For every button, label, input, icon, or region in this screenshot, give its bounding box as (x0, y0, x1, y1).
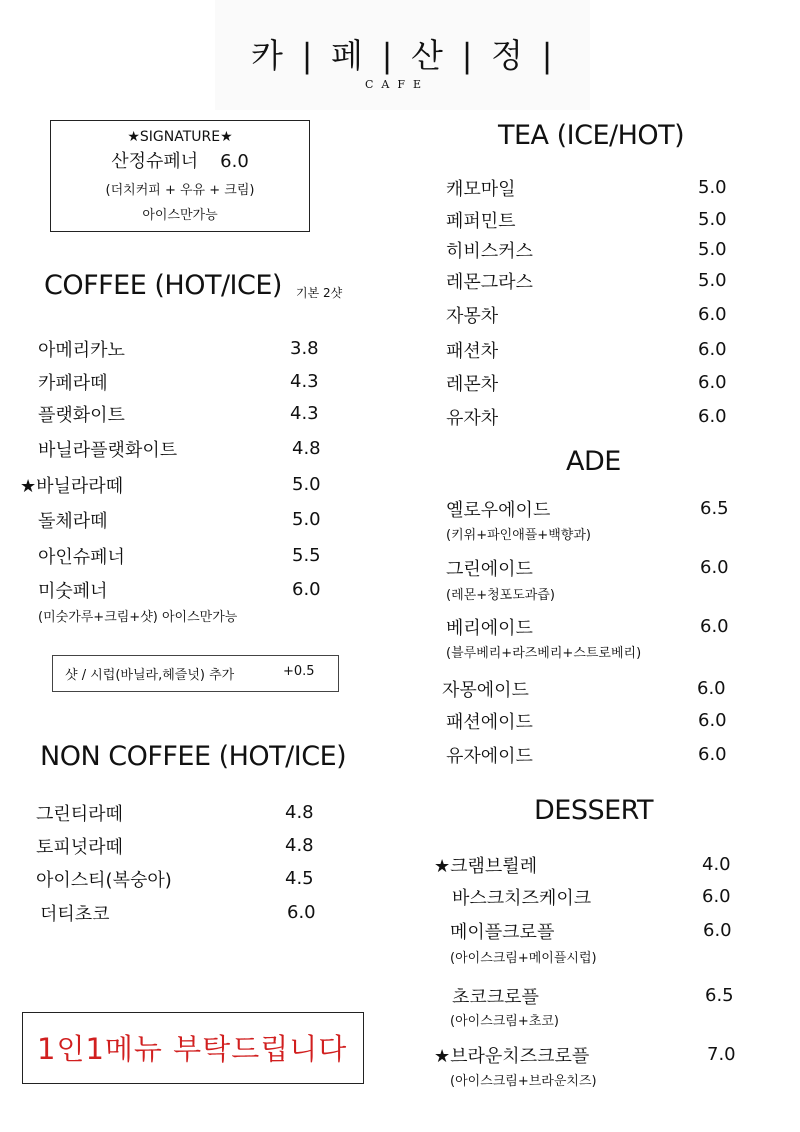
menu-item-price: 6.0 (287, 902, 316, 923)
signature-price: 6.0 (220, 151, 249, 172)
extra-option-box (52, 655, 339, 692)
menu-item-price: 5.0 (292, 474, 321, 495)
menu-item-price: 5.0 (698, 270, 727, 291)
menu-item-name: 옐로우에이드 (446, 500, 551, 521)
signature-desc: (더치커피 + 우유 + 크림) (105, 183, 255, 198)
menu-item-name: ★브라운치즈크로플 (434, 1046, 590, 1067)
menu-item-price: 6.0 (698, 744, 727, 765)
menu-item-name: 패션차 (446, 341, 499, 362)
menu-item-name: 바닐라플랫화이트 (38, 440, 178, 461)
menu-item-price: 6.0 (698, 339, 727, 360)
menu-item-name: 더티초코 (40, 904, 110, 925)
menu-item-name: 아메리카노 (38, 340, 125, 361)
menu-item-price: 6.0 (700, 616, 729, 637)
menu-item-desc: (미숫가루+크림+샷) 아이스만가능 (38, 610, 238, 625)
menu-item-name: 토피넛라떼 (36, 837, 123, 858)
menu-item-price: 6.0 (697, 678, 726, 699)
menu-item-price: 6.0 (700, 557, 729, 578)
menu-item-name: 메이플크로플 (450, 922, 555, 943)
logo-char: 정 (491, 36, 525, 75)
menu-item-price: 6.0 (703, 920, 732, 941)
menu-item-price: 6.0 (292, 579, 321, 600)
logo-divider: | (461, 36, 475, 75)
extra-option-price: +0.5 (283, 664, 315, 679)
menu-item-name: 페퍼민트 (446, 211, 516, 232)
menu-item-price: 5.0 (292, 509, 321, 530)
menu-item-desc: (블루베리+라즈베리+스트로베리) (446, 646, 642, 661)
ade-section-title: ADE (566, 446, 621, 477)
menu-item-name: 아이스티(복숭아) (36, 870, 172, 891)
logo-wordmark (245, 30, 565, 77)
menu-item-name: 아인슈페너 (38, 547, 125, 568)
one-menu-notice: 1인1메뉴 부탁드립니다 (37, 1032, 348, 1066)
menu-item-price: 3.8 (290, 338, 319, 359)
logo-divider: | (541, 36, 555, 75)
menu-item-name: 플랫화이트 (38, 405, 125, 426)
coffee-section-title: COFFEE (HOT/ICE) (44, 270, 282, 301)
dessert-section-title: DESSERT (534, 795, 653, 826)
signature-badge: ★SIGNATURE★ (127, 129, 233, 145)
menu-item-name: 자몽차 (446, 306, 499, 327)
tea-section-title: TEA (ICE/HOT) (498, 120, 685, 151)
menu-item-price: 6.5 (700, 498, 729, 519)
menu-item-name: 그린티라떼 (36, 804, 123, 825)
menu-item-price: 4.8 (292, 438, 321, 459)
cafe-logo (215, 0, 590, 110)
menu-item-name: ★바닐라라떼 (20, 476, 124, 497)
menu-item-name: 그린에이드 (446, 559, 533, 580)
menu-item-price: 4.5 (285, 868, 314, 889)
menu-item-price: 5.0 (698, 177, 727, 198)
menu-item-price: 4.8 (285, 835, 314, 856)
menu-item-price: 5.0 (698, 239, 727, 260)
menu-item-price: 6.0 (698, 406, 727, 427)
menu-item-price: 6.0 (702, 886, 731, 907)
menu-item-price: 5.0 (698, 209, 727, 230)
signature-note: 아이스만가능 (142, 208, 218, 223)
menu-item-name: 레몬그라스 (446, 272, 533, 293)
logo-char: 카 (251, 36, 285, 75)
signature-item (51, 147, 309, 173)
menu-item-name: 유자차 (446, 408, 499, 429)
logo-divider: | (301, 36, 315, 75)
logo-divider: | (381, 36, 395, 75)
notice-box (22, 1012, 364, 1084)
menu-item-name: 돌체라떼 (38, 511, 108, 532)
menu-item-price: 6.0 (698, 372, 727, 393)
logo-subtitle: CAFE (365, 78, 430, 91)
menu-item-name: 유자에이드 (446, 746, 533, 767)
noncoffee-section-title: NON COFFEE (HOT/ICE) (40, 741, 347, 772)
menu-item-price: 4.8 (285, 802, 314, 823)
menu-item-price: 4.3 (290, 403, 319, 424)
logo-char: 페 (331, 36, 365, 75)
menu-item-price: 6.0 (698, 710, 727, 731)
menu-item-name: 미숫페너 (38, 581, 108, 602)
menu-item-name: 패션에이드 (446, 712, 533, 733)
signature-name: 산정슈페너 (111, 151, 199, 172)
menu-item-price: 4.3 (290, 371, 319, 392)
menu-item-price: 7.0 (707, 1044, 736, 1065)
menu-item-desc: (아이스크림+초코) (450, 1014, 559, 1029)
menu-item-name: ★크램브륄레 (434, 856, 538, 877)
menu-item-name: 히비스커스 (446, 241, 533, 262)
menu-item-name: 베리에이드 (446, 618, 533, 639)
logo-char: 산 (411, 36, 445, 75)
menu-item-name: 캐모마일 (446, 179, 516, 200)
menu-item-desc: (레몬+청포도과즙) (446, 588, 555, 603)
menu-item-name: 레몬차 (446, 374, 499, 395)
menu-item-price: 4.0 (702, 854, 731, 875)
menu-item-desc: (아이스크림+브라운치즈) (450, 1074, 597, 1089)
menu-item-name: 카페라떼 (38, 373, 108, 394)
menu-item-name: 초코크로플 (452, 987, 539, 1008)
menu-item-name: 자몽에이드 (442, 680, 529, 701)
menu-item-price: 5.5 (292, 545, 321, 566)
menu-item-price: 6.5 (705, 985, 734, 1006)
menu-item-name: 바스크치즈케이크 (452, 888, 592, 909)
signature-box (50, 120, 310, 232)
extra-option-text: 샷 / 시럽(바닐라,헤즐넛) 추가 (65, 668, 235, 683)
menu-item-price: 6.0 (698, 304, 727, 325)
menu-item-desc: (아이스크림+메이플시럽) (450, 951, 597, 966)
menu-item-desc: (키위+파인애플+백향과) (446, 528, 591, 543)
coffee-shot-note: 기본 2샷 (296, 286, 343, 300)
